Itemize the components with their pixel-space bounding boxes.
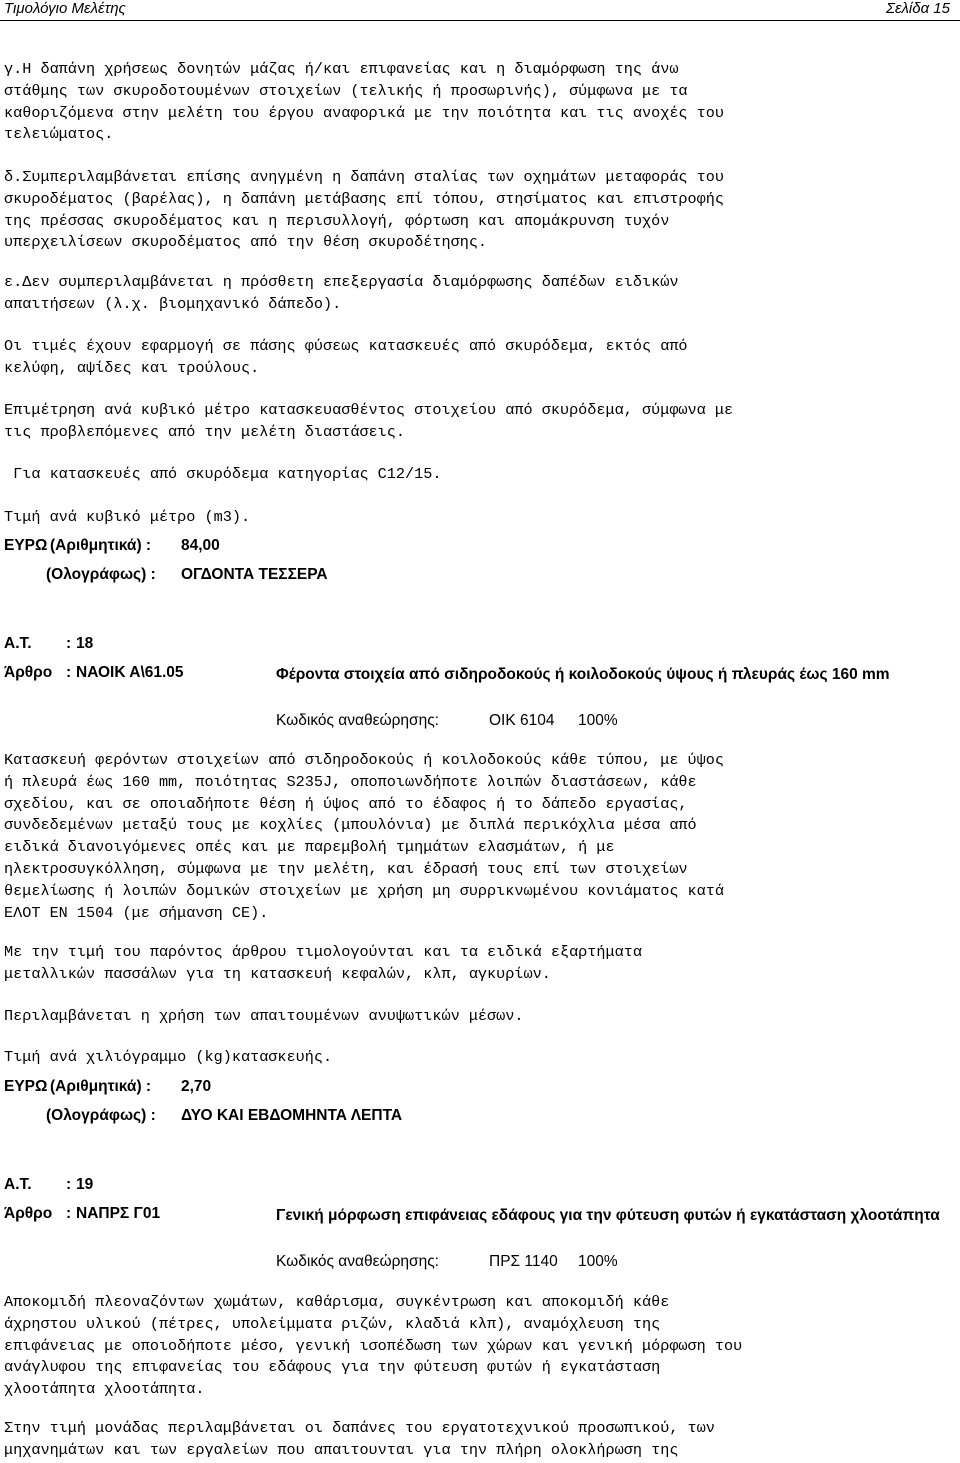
paragraph-construction: Κατασκευή φερόντων στοιχείων από σιδηροδοκούς ή κοιλοδοκούς κάθε τύπου, με ύψος ή πλευρά έως 160 mm, ποιότητας S235J, οποποιωνδήποτε λοιπών διαστάσεων, κάθε σχεδίου, και σε οποιαδήποτε θέση ή ύψος από το έδαφος ή το δάπεδο εργασίας, συνδεδεμένων μεταξύ τους με κοχλίες (μπουλόνια) με διπλά περικόχλια μέσα από ειδικά διανοιγόμενες οπές και με παρεμβολή τμημάτων ελασμάτων, ή με ηλεκτροσυγκόλληση, σύμφωνα με την μελέτη, και έδρασή τους επί των στοιχείων θεμελίωσης ή λοιπών δομικών στοιχείων με χρήση μη συρρικνωμένου κονιάματος κατά ΕΛΟΤ EN 1504 (με σήμανση CE). [4, 751, 725, 922]
revision-code: ΟΙΚ 6104 [489, 712, 555, 729]
paragraph-ground-shaping: Αποκομιδή πλεοναζόντων χωμάτων, καθάρισμα, συγκέντρωση και αποκομιδή κάθε άχρηστου υλικού (πέτρες, υπολείμματα ριζών, κλαδιά κλπ), αναμόχλευση της επιφάνειας με οποιοδήποτε μέσο, γενική ισοπέδωση των χώρων και γενική μόρφωση του ανάγλυφου της επιφανείας του εδάφους για την φύτευση φυτών ή εγκατάσταση χλοοτάπητα χλοοτάπητα. [4, 1293, 743, 1399]
price-numeric-value: 84,00 [181, 537, 220, 554]
article-title: Φέροντα στοιχεία από σιδηροδοκούς ή κοιλοδοκούς ύψους ή πλευράς έως 160 mm [276, 666, 890, 683]
price-numeric-label: (Αριθμητικά) : [50, 537, 152, 554]
price-currency-label: ΕΥΡΩ [4, 537, 48, 554]
article-separator: : [66, 664, 72, 681]
price-words-value: ΔΥΟ ΚΑΙ ΕΒΔΟΜΗΝΤΑ ΛΕΠΤΑ [181, 1107, 403, 1124]
header-title: Τιμολόγιο Μελέτης [4, 0, 126, 17]
item-number-value: 18 [76, 635, 94, 652]
article-separator: : [66, 1205, 72, 1222]
paragraph-gamma: γ.Η δαπάνη χρήσεως δονητών μάζας ή/και επιφανείας και η διαμόρφωση της άνω στάθμης των σκυροδοτουμένων στοιχείων (τελικής ή προσωρινής), σύμφωνα με τα καθοριζόμενα στην μελέτη του έργου αναφορικά με την ποιότητα και τις ανοχές του τελειώματος. [4, 60, 725, 144]
paragraph-unit-price-kg: Τιμή ανά χιλιόγραμμο (kg)κατασκευής. [4, 1048, 333, 1066]
paragraph-unit-price-includes: Στην τιμή μονάδας περιλαμβάνεται οι δαπάνες του εργατοτεχνικού προσωπικού, των μηχανημάτων και των εργαλείων που απαιτουνται για την πλήρη ολοκλήρωση της [4, 1419, 715, 1459]
article-title: Γενική μόρφωση επιφάνειας εδάφους για την φύτευση φυτών ή εγκατάσταση χλοοτάπητα [276, 1207, 940, 1224]
item-number-value: 19 [76, 1176, 94, 1193]
paragraph-unit-price: Τιμή ανά κυβικό μέτρο (m3). [4, 508, 251, 526]
price-currency-label: ΕΥΡΩ [4, 1078, 48, 1095]
paragraph-measurement: Επιμέτρηση ανά κυβικό μέτρο κατασκευασθέντος στοιχείου από σκυρόδεμα, σύμφωνα με τις προβλεπόμενες από την μελέτη διαστάσεις. [4, 401, 734, 441]
page-header [0, 0, 960, 21]
paragraph-epsilon: ε.Δεν συμπεριλαμβάνεται η πρόσθετη επεξεργασία διαμόρφωσης δαπέδων ειδικών απαιτήσεων (λ.χ. βιομηχανικό δάπεδο). [4, 273, 679, 313]
item-number-separator: : [66, 635, 72, 652]
article-label: Άρθρο [4, 664, 53, 681]
item-number-label: Α.Τ. [4, 1176, 32, 1193]
paragraph-lifting: Περιλαμβάνεται η χρήση των απαιτουμένων ανυψωτικών μέσων. [4, 1007, 524, 1025]
article-code: ΝΑΟΙΚ Α\61.05 [76, 664, 184, 681]
price-words-label: (Ολογράφως) : [46, 1107, 156, 1124]
paragraph-scope: Οι τιμές έχουν εφαρμογή σε πάσης φύσεως κατασκευές από σκυρόδεμα, εκτός από κελύφη, αψίδες και τρούλους. [4, 337, 688, 377]
revision-percent: 100% [578, 1253, 618, 1270]
price-numeric-label: (Αριθμητικά) : [50, 1078, 152, 1095]
paragraph-accessories: Με την τιμή του παρόντος άρθρου τιμολογούνται και τα ειδικά εξαρτήματα μεταλλικών πασσάλων για τη κατασκευή κεφαλών, κλπ, αγκυρίων. [4, 943, 642, 983]
paragraph-delta: δ.Συμπεριλαμβάνεται επίσης ανηγμένη η δαπάνη σταλίας των οχημάτων μεταφοράς του σκυροδέματος (βαρέλας), η δαπάνη μετάβασης επί τόπου, στησίματος και επιστροφής της πρέσσας σκυροδέματος και η περισυλλογή, φόρτωση και απομάκρυνση τυχόν υπερχειλίσεων σκυροδέματος από την θέση σκυροδέτησης. [4, 168, 725, 252]
article-label: Άρθρο [4, 1205, 53, 1222]
item-number-separator: : [66, 1176, 72, 1193]
revision-code: ΠΡΣ 1140 [489, 1253, 558, 1270]
price-words-value: ΟΓΔΟΝΤΑ ΤΕΣΣΕΡΑ [181, 566, 328, 583]
price-numeric-value: 2,70 [181, 1078, 212, 1095]
revision-percent: 100% [578, 712, 618, 729]
paragraph-category: Για κατασκευές από σκυρόδεμα κατηγορίας C12/15. [4, 465, 442, 483]
header-page-number: Σελίδα 15 [885, 0, 950, 17]
revision-label: Κωδικός αναθεώρησης: [276, 1253, 439, 1270]
item-number-label: Α.Τ. [4, 635, 32, 652]
price-words-label: (Ολογράφως) : [46, 566, 156, 583]
revision-label: Κωδικός αναθεώρησης: [276, 712, 439, 729]
article-code: ΝΑΠΡΣ Γ01 [76, 1205, 161, 1222]
